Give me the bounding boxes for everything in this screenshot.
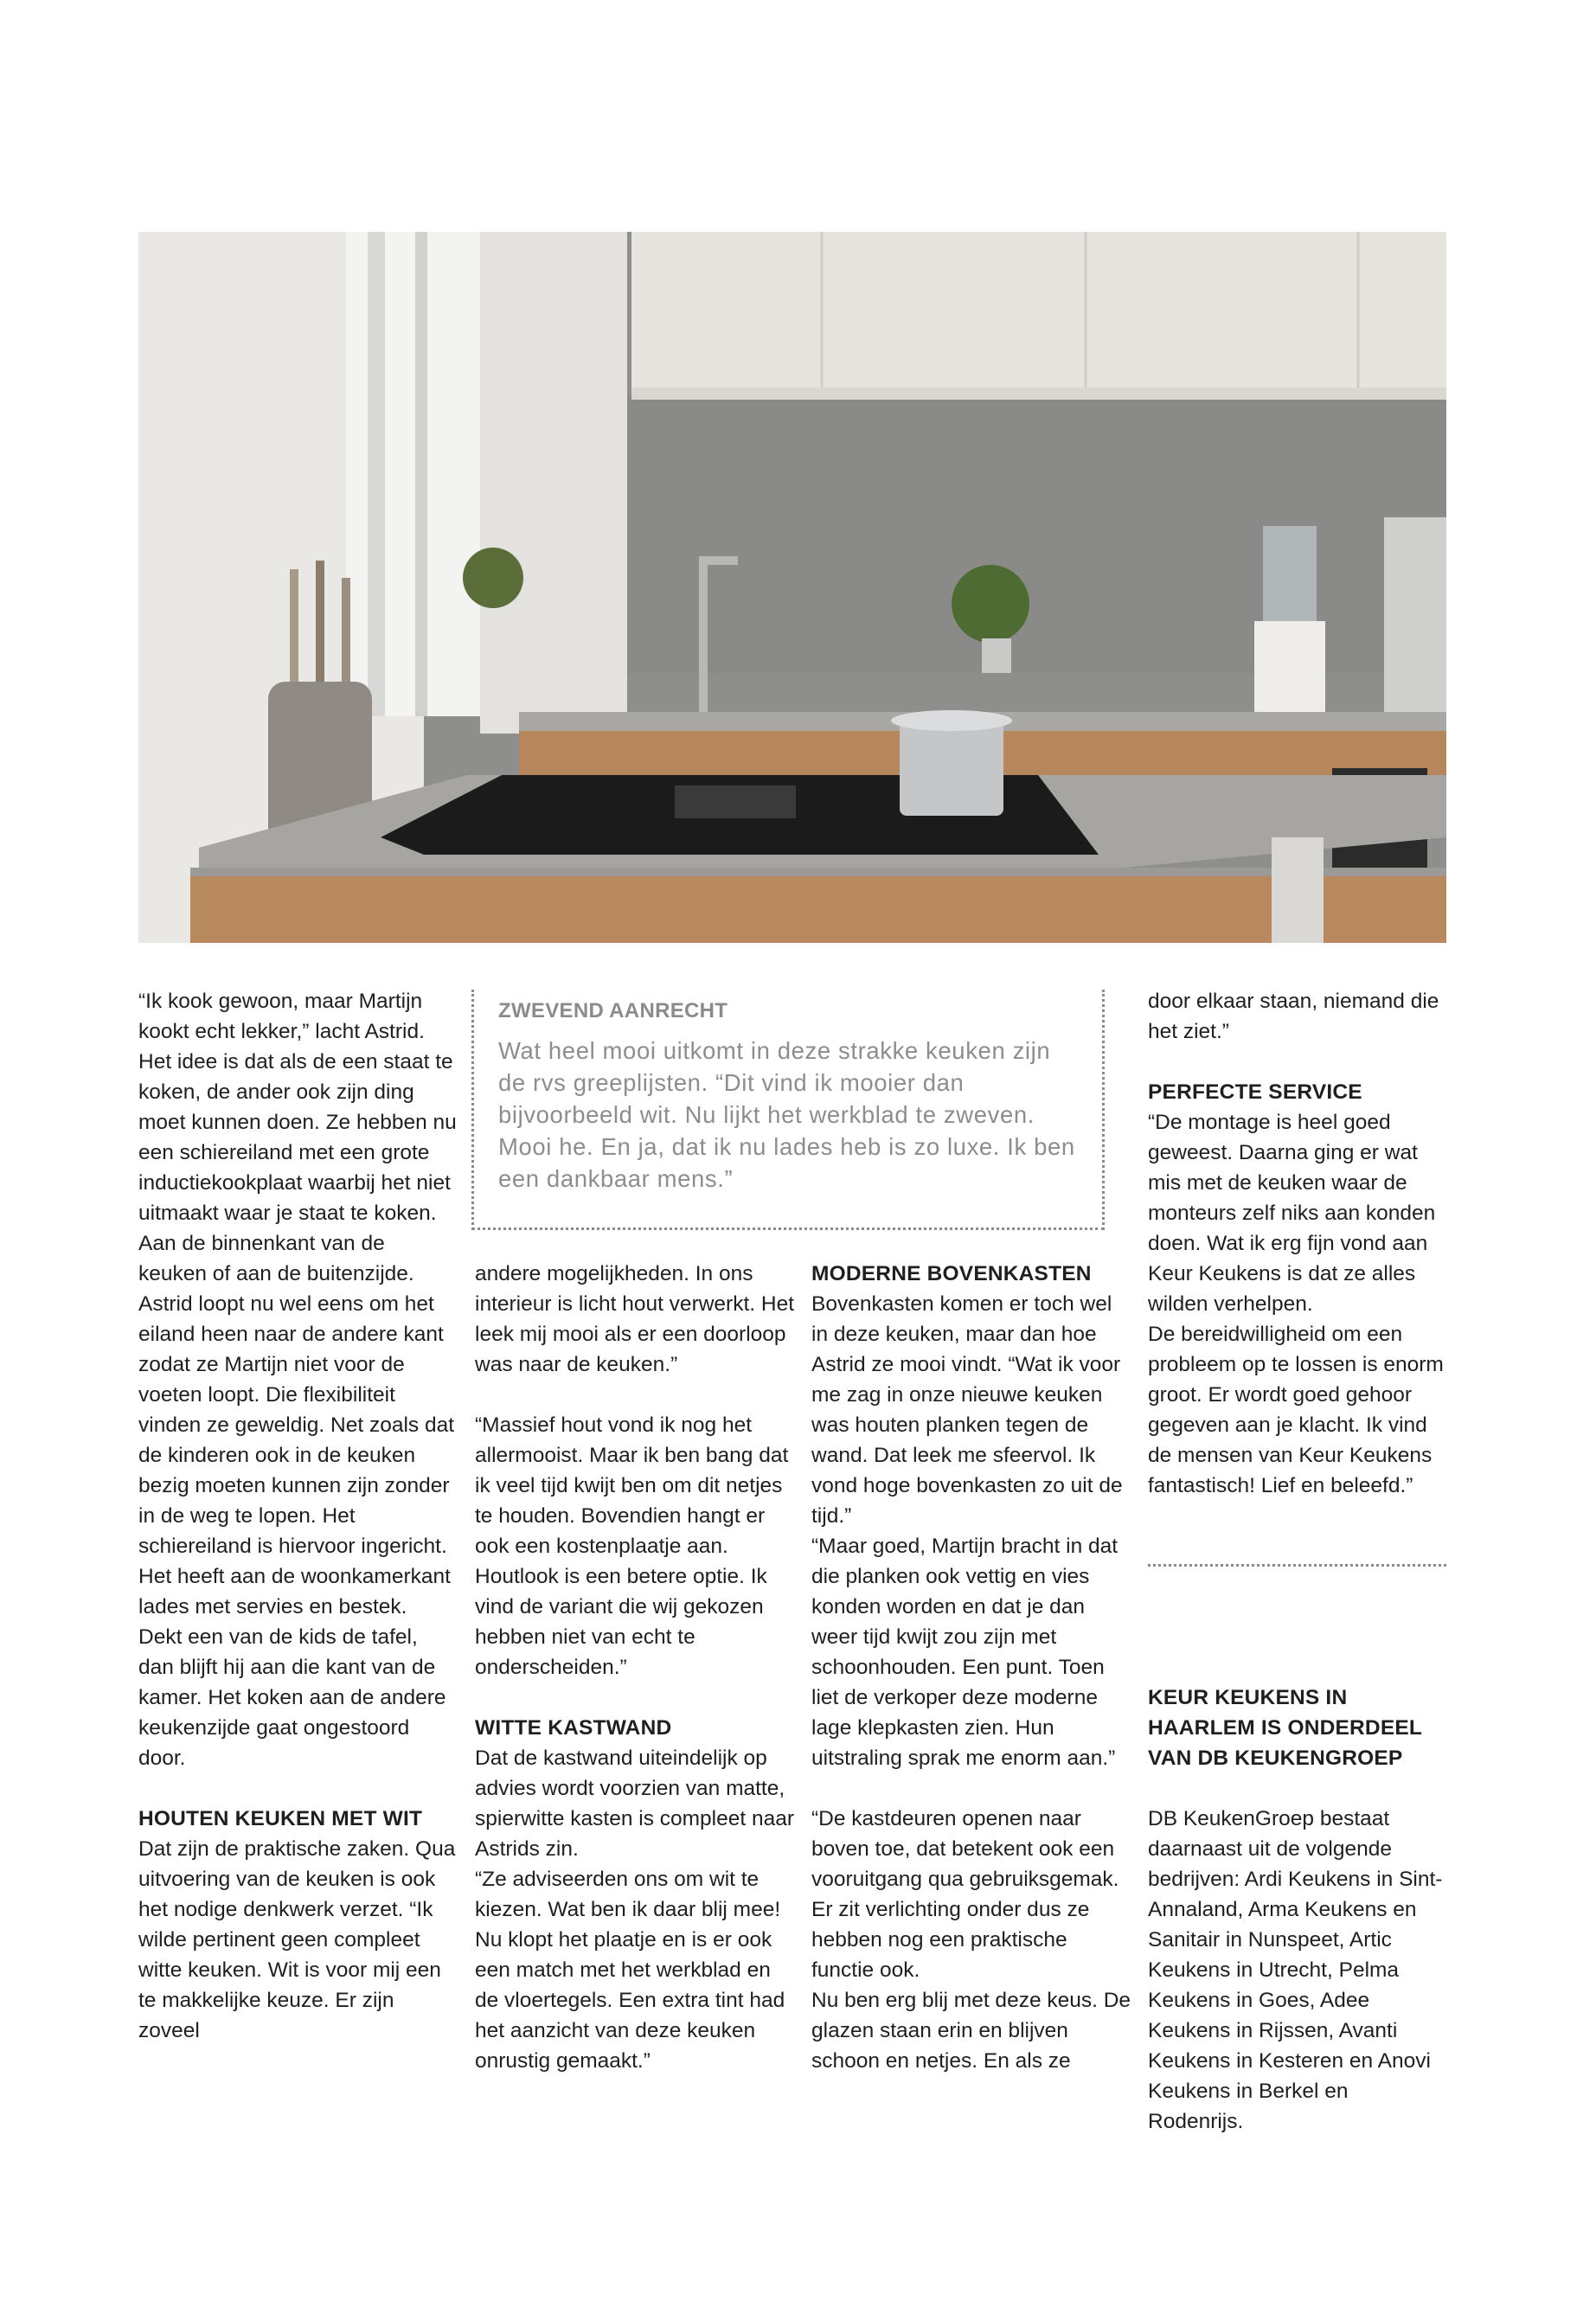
island-front [190, 868, 1446, 943]
kitchen-photo [138, 232, 1446, 943]
column-1 [138, 986, 458, 2046]
column-3 [811, 1259, 1131, 2076]
col2-heading: WITTE KASTWAND [475, 1716, 672, 1740]
pull-quote-title: ZWEVEND AANRECHT [498, 999, 728, 1022]
col2-paragraph-4: “Ze adviseerden ons om wit te kiezen. Wat ben ik daar blij mee! Nu klopt het plaatje en is er ook een match met het werkblad en de vloertegels. Een extra tint had het aanzicht van deze keuken onrustig gemaakt.” [475, 1868, 785, 2073]
col3-heading: MODERNE BOVENKASTEN [811, 1262, 1092, 1285]
col4-paragraph-1: door elkaar staan, niemand die het ziet.” [1148, 990, 1439, 1043]
cooking-pot [900, 721, 1003, 816]
col4-paragraph-2: “De montage is heel goed geweest. Daarna ging er wat mis met de keuken waar de monteurs zelf niks aan konden doen. Wat ik erg fijn vond aan Keur Keukens is dat ze alles wilden verhelpen. [1148, 1111, 1436, 1316]
upper-cabinets [631, 232, 1446, 396]
window-frame-2 [415, 232, 427, 716]
dotted-divider [1148, 1564, 1446, 1567]
col4-paragraph-4: DB KeukenGroep bestaat daarnaast uit de volgende bedrijven: Ardi Keukens in Sint-Annaland, Arma Keukens en Sanitair in Nunspeet, Artic Keukens in Utrecht, Pelma Keukens in Goes, Adee Keukens in Rijssen, Avanti Keukens in Kesteren en Anovi Keukens in Berkel en Rodenrijs. [1148, 1807, 1443, 2133]
col2-paragraph-1: andere mogelijkheden. In ons interieur is licht hout verwerkt. Het leek mij mooi als er een doorloop was naar de keuken.” [475, 1262, 794, 1376]
col2-paragraph-3: Dat de kastwand uiteindelijk op advies wordt voorzien van matte, spierwitte kasten is compleet naar Astrids zin. [475, 1747, 795, 1861]
window-frame [368, 232, 385, 716]
col1-paragraph-1: “Ik kook gewoon, maar Martijn kookt echt lekker,” lacht Astrid. Het idee is dat als de een staat te koken, de ander ook zijn ding moet kunnen doen. Ze hebben nu een schiereiland met een grote inductiekookplaat waarbij het niet uitmaakt waar je staat te koken. Aan de binnenkant van de keuken of aan de buitenzijde. Astrid loopt nu wel eens om het eiland heen naar de andere kant zodat ze Martijn niet voor de voeten loopt. Die flexibiliteit vinden ze geweldig. Net zoals dat de kinderen ook in de keuken bezig moeten kunnen zijn zonder in de weg te lopen. Het schiereiland is hiervoor ingericht. Het heeft aan de woonkamerkant lades met servies en bestek. [138, 990, 457, 1618]
faucet [699, 556, 708, 712]
pull-quote-box [471, 990, 1105, 1230]
col4-paragraph-3: De bereidwilligheid om een probleem op te lossen is enorm groot. Er wordt goed gehoor gegeven aan je klacht. Ik vind de mensen van Keur Keukens fantastisch! Lief en beleefd.” [1148, 1323, 1444, 1497]
pull-quote-text: Wat heel mooi uitkomt in deze strakke keuken zijn de rvs greeplijsten. “Dit vind ik mooier dan bijvoorbeeld wit. Nu lijkt het werkblad te zweven. Mooi he. En ja, dat ik nu lades heb is zo luxe. Ik ben een dankbaar mens.” [498, 1037, 1075, 1192]
kitchen-illustration [138, 232, 1446, 943]
extractor-vent [675, 785, 796, 818]
col3-paragraph-2: “Maar goed, Martijn bracht in dat die planken ook vettig en vies konden worden en dat je dan weer tijd kwijt zou zijn met schoonhouden. Een punt. Toen liet de verkoper deze moderne lage klepkasten zien. Hun uitstraling sprak me enorm aan.” [811, 1535, 1118, 1770]
col4-heading-2: KEUR KEUKENS IN HAARLEM IS ONDERDEEL VAN DB KEUKENGROEP [1148, 1686, 1422, 1770]
col2-paragraph-2: “Massief hout vond ik nog het allermooist. Maar ik ben bang dat ik veel tijd kwijt ben om dit netjes te houden. Bovendien hangt er ook een kostenplaatje aan. Houtlook is een betere optie. Ik vind de variant die wij gekozen hebben niet van echt te onderscheiden.” [475, 1413, 789, 1679]
col1-paragraph-2: Dekt een van de kids de tafel, dan blijft hij aan die kant van de kamer. Het koken aan de andere keukenzijde gaat ongestoord door. [138, 1625, 446, 1770]
col3-paragraph-3: “De kastdeuren openen naar boven toe, dat betekent ook een vooruitgang qua gebruiksgemak. Er zit verlichting onder dus ze hebben nog een praktische functie ook. [811, 1807, 1119, 1982]
col3-paragraph-4: Nu ben erg blij met deze keus. De glazen staan erin en blijven schoon en netjes. En als ze [811, 1989, 1131, 2073]
column-4 [1148, 986, 1446, 2137]
col1-paragraph-3: Dat zijn de praktische zaken. Qua uitvoering van de keuken is ook het nodige denkwerk verzet. “Ik wilde pertinent geen compleet witte keuken. Wit is voor mij een te makkelijke keuze. Er zijn zoveel [138, 1837, 456, 2042]
col3-paragraph-1: Bovenkasten komen er toch wel in deze keuken, maar dan hoe Astrid ze mooi vindt. “Wat ik voor me zag in onze nieuwe keuken was houten planken tegen de wand. Dat leek me sfeervol. Ik vond hoge bovenkasten zo uit de tijd.” [811, 1292, 1123, 1528]
col1-heading: HOUTEN KEUKEN MET WIT [138, 1807, 423, 1830]
coffee-machine [1384, 517, 1446, 712]
plant [952, 565, 1029, 643]
side-panel [480, 232, 627, 734]
column-2 [475, 1259, 795, 2076]
col4-heading-1: PERFECTE SERVICE [1148, 1080, 1362, 1104]
food-processor [1254, 621, 1325, 712]
